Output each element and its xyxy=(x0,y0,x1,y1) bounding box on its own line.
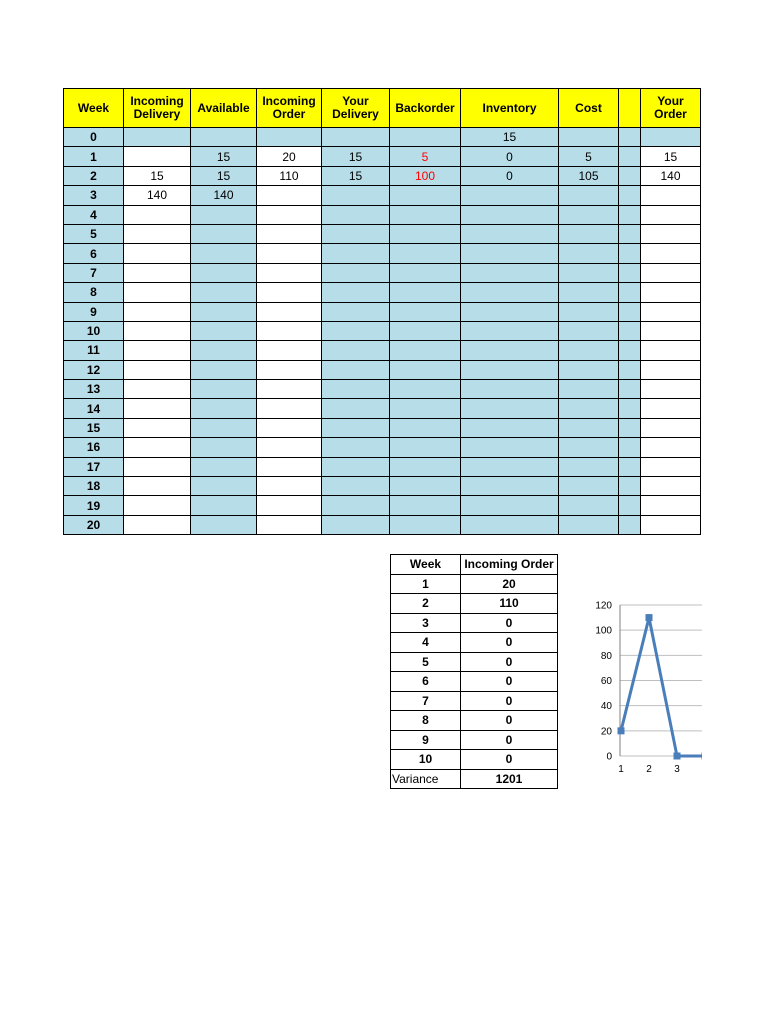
table-row xyxy=(64,360,701,379)
cell-blank xyxy=(619,224,641,243)
cell-incoming-order xyxy=(257,186,322,205)
cell-cost xyxy=(559,438,619,457)
cell-your-order xyxy=(641,302,701,321)
table-row xyxy=(64,341,701,360)
cell-incoming-order xyxy=(257,283,322,302)
header-inventory: Inventory xyxy=(461,89,559,128)
cell-incoming-order xyxy=(257,302,322,321)
header-row xyxy=(64,89,701,128)
cell-cost xyxy=(559,341,619,360)
cell-week: 16 xyxy=(64,438,124,457)
cell-your-order xyxy=(641,380,701,399)
cell-your-order xyxy=(641,477,701,496)
summary-cell-week: 8 xyxy=(391,711,461,731)
cell-week: 12 xyxy=(64,360,124,379)
summary-table-body xyxy=(391,574,558,769)
cell-cost xyxy=(559,496,619,515)
cell-available xyxy=(191,128,257,147)
x-tick-label: 1 xyxy=(618,764,624,775)
cell-incoming-delivery xyxy=(124,438,191,457)
y-tick-label: 60 xyxy=(600,676,612,687)
cell-available xyxy=(191,360,257,379)
cell-your-order xyxy=(641,321,701,340)
table-row xyxy=(64,496,701,515)
cell-incoming-order xyxy=(257,205,322,224)
cell-blank xyxy=(619,515,641,534)
table-row xyxy=(64,457,701,476)
variance-label: Variance xyxy=(391,769,461,789)
cell-available xyxy=(191,341,257,360)
table-row xyxy=(64,283,701,302)
header-week: Week xyxy=(64,89,124,128)
cell-week: 2 xyxy=(64,166,124,185)
cell-incoming-order: 110 xyxy=(257,166,322,185)
summary-header-incoming-order: Incoming Order xyxy=(461,555,558,575)
cell-inventory: 0 xyxy=(461,147,559,166)
cell-backorder xyxy=(390,205,461,224)
cell-incoming-delivery: 15 xyxy=(124,166,191,185)
cell-backorder: 100 xyxy=(390,166,461,185)
cell-backorder xyxy=(390,399,461,418)
y-tick-label: 80 xyxy=(600,650,612,662)
cell-available xyxy=(191,224,257,243)
summary-header-week: Week xyxy=(391,555,461,575)
cell-backorder xyxy=(390,186,461,205)
summary-cell-incoming-order: 0 xyxy=(461,730,558,750)
cell-your-delivery xyxy=(322,477,390,496)
data-point-marker xyxy=(702,753,703,760)
cell-blank xyxy=(619,128,641,147)
summary-cell-incoming-order: 0 xyxy=(461,691,558,711)
cell-available xyxy=(191,263,257,282)
cell-cost xyxy=(559,457,619,476)
cell-week: 1 xyxy=(64,147,124,166)
table-row xyxy=(64,302,701,321)
cell-incoming-order xyxy=(257,496,322,515)
cell-inventory xyxy=(461,205,559,224)
cell-your-order xyxy=(641,244,701,263)
cell-inventory xyxy=(461,360,559,379)
y-tick-label: 100 xyxy=(595,625,612,637)
cell-week: 6 xyxy=(64,244,124,263)
cell-blank xyxy=(619,438,641,457)
cell-incoming-order xyxy=(257,224,322,243)
cell-available: 15 xyxy=(191,166,257,185)
table-row xyxy=(64,321,701,340)
cell-incoming-delivery xyxy=(124,380,191,399)
cell-inventory: 15 xyxy=(461,128,559,147)
cell-available xyxy=(191,399,257,418)
table-row xyxy=(64,418,701,437)
incoming-order-line-chart xyxy=(580,595,702,785)
summary-row xyxy=(391,594,558,614)
summary-cell-week: 9 xyxy=(391,730,461,750)
header-blank xyxy=(619,89,641,128)
cell-incoming-order xyxy=(257,457,322,476)
cell-cost xyxy=(559,399,619,418)
cell-backorder xyxy=(390,341,461,360)
series-line xyxy=(621,618,702,756)
cell-incoming-delivery xyxy=(124,515,191,534)
cell-your-order xyxy=(641,496,701,515)
summary-row xyxy=(391,750,558,770)
cell-blank xyxy=(619,477,641,496)
cell-blank xyxy=(619,418,641,437)
cell-blank xyxy=(619,302,641,321)
cell-week: 17 xyxy=(64,457,124,476)
cell-week: 9 xyxy=(64,302,124,321)
cell-inventory xyxy=(461,418,559,437)
cell-week: 11 xyxy=(64,341,124,360)
cell-cost xyxy=(559,515,619,534)
cell-your-order xyxy=(641,341,701,360)
cell-week: 8 xyxy=(64,283,124,302)
cell-blank xyxy=(619,399,641,418)
cell-incoming-order xyxy=(257,128,322,147)
cell-cost xyxy=(559,418,619,437)
cell-incoming-delivery xyxy=(124,341,191,360)
cell-blank xyxy=(619,321,641,340)
cell-your-delivery xyxy=(322,515,390,534)
cell-incoming-order: 20 xyxy=(257,147,322,166)
cell-blank xyxy=(619,360,641,379)
summary-cell-week: 3 xyxy=(391,613,461,633)
summary-cell-week: 4 xyxy=(391,633,461,653)
summary-cell-week: 2 xyxy=(391,594,461,614)
variance-row xyxy=(391,769,558,789)
cell-available: 15 xyxy=(191,147,257,166)
summary-row xyxy=(391,711,558,731)
cell-your-order xyxy=(641,186,701,205)
cell-available: 140 xyxy=(191,186,257,205)
x-tick-label: 2 xyxy=(646,764,652,775)
data-point-marker xyxy=(674,753,681,760)
cell-inventory: 0 xyxy=(461,166,559,185)
cell-week: 14 xyxy=(64,399,124,418)
summary-row xyxy=(391,613,558,633)
cell-incoming-delivery xyxy=(124,205,191,224)
cell-blank xyxy=(619,166,641,185)
incoming-order-summary-table xyxy=(390,554,558,789)
y-tick-label: 40 xyxy=(600,701,612,713)
table-row xyxy=(64,515,701,534)
summary-cell-week: 10 xyxy=(391,750,461,770)
cell-inventory xyxy=(461,496,559,515)
cell-week: 19 xyxy=(64,496,124,515)
cell-backorder xyxy=(390,457,461,476)
summary-row xyxy=(391,574,558,594)
summary-cell-incoming-order: 0 xyxy=(461,672,558,692)
summary-header-row xyxy=(391,555,558,575)
cell-week: 20 xyxy=(64,515,124,534)
cell-blank xyxy=(619,457,641,476)
cell-your-delivery xyxy=(322,263,390,282)
cell-incoming-order xyxy=(257,477,322,496)
cell-your-order xyxy=(641,128,701,147)
summary-cell-week: 7 xyxy=(391,691,461,711)
beer-game-table xyxy=(63,88,701,535)
cell-your-order: 140 xyxy=(641,166,701,185)
cell-blank xyxy=(619,263,641,282)
cell-backorder xyxy=(390,477,461,496)
cell-cost xyxy=(559,224,619,243)
data-point-marker xyxy=(646,614,653,621)
y-tick-label: 20 xyxy=(600,726,612,738)
cell-backorder xyxy=(390,360,461,379)
cell-incoming-delivery xyxy=(124,302,191,321)
cell-available xyxy=(191,380,257,399)
summary-row xyxy=(391,691,558,711)
cell-your-delivery xyxy=(322,418,390,437)
table-row xyxy=(64,147,701,166)
cell-cost xyxy=(559,477,619,496)
cell-cost xyxy=(559,244,619,263)
cell-inventory xyxy=(461,186,559,205)
cell-week: 15 xyxy=(64,418,124,437)
cell-cost xyxy=(559,302,619,321)
summary-row xyxy=(391,633,558,653)
cell-cost xyxy=(559,205,619,224)
cell-incoming-delivery xyxy=(124,418,191,437)
cell-backorder xyxy=(390,380,461,399)
table-row xyxy=(64,380,701,399)
cell-inventory xyxy=(461,515,559,534)
cell-available xyxy=(191,283,257,302)
cell-blank xyxy=(619,380,641,399)
cell-backorder xyxy=(390,496,461,515)
cell-your-delivery xyxy=(322,438,390,457)
cell-backorder xyxy=(390,438,461,457)
cell-your-order xyxy=(641,457,701,476)
table-row xyxy=(64,166,701,185)
table-row xyxy=(64,205,701,224)
cell-blank xyxy=(619,341,641,360)
cell-backorder xyxy=(390,418,461,437)
cell-blank xyxy=(619,283,641,302)
cell-your-delivery: 15 xyxy=(322,166,390,185)
cell-cost xyxy=(559,283,619,302)
cell-cost xyxy=(559,263,619,282)
cell-your-order xyxy=(641,263,701,282)
summary-cell-week: 5 xyxy=(391,652,461,672)
table-row xyxy=(64,224,701,243)
cell-cost xyxy=(559,360,619,379)
cell-your-delivery xyxy=(322,244,390,263)
cell-inventory xyxy=(461,244,559,263)
cell-backorder xyxy=(390,224,461,243)
cell-your-order xyxy=(641,360,701,379)
cell-week: 18 xyxy=(64,477,124,496)
cell-incoming-delivery xyxy=(124,283,191,302)
cell-blank xyxy=(619,244,641,263)
cell-inventory xyxy=(461,341,559,360)
cell-available xyxy=(191,205,257,224)
summary-row xyxy=(391,652,558,672)
cell-blank xyxy=(619,205,641,224)
cell-available xyxy=(191,321,257,340)
summary-cell-incoming-order: 0 xyxy=(461,711,558,731)
cell-incoming-delivery xyxy=(124,244,191,263)
cell-inventory xyxy=(461,224,559,243)
summary-cell-incoming-order: 20 xyxy=(461,574,558,594)
cell-backorder xyxy=(390,321,461,340)
table-row xyxy=(64,263,701,282)
cell-cost: 105 xyxy=(559,166,619,185)
summary-cell-week: 6 xyxy=(391,672,461,692)
y-tick-label: 120 xyxy=(595,600,612,612)
cell-incoming-order xyxy=(257,360,322,379)
cell-blank xyxy=(619,186,641,205)
cell-blank xyxy=(619,496,641,515)
cell-your-order xyxy=(641,224,701,243)
cell-your-order xyxy=(641,399,701,418)
cell-available xyxy=(191,496,257,515)
cell-incoming-delivery xyxy=(124,477,191,496)
cell-incoming-order xyxy=(257,399,322,418)
cell-cost xyxy=(559,321,619,340)
summary-cell-incoming-order: 0 xyxy=(461,633,558,653)
cell-backorder xyxy=(390,515,461,534)
cell-your-delivery xyxy=(322,205,390,224)
main-table-body xyxy=(64,128,701,535)
cell-week: 4 xyxy=(64,205,124,224)
cell-backorder xyxy=(390,263,461,282)
summary-cell-incoming-order: 0 xyxy=(461,750,558,770)
cell-incoming-order xyxy=(257,380,322,399)
cell-incoming-order xyxy=(257,244,322,263)
cell-your-delivery: 15 xyxy=(322,147,390,166)
cell-your-delivery xyxy=(322,341,390,360)
cell-incoming-delivery xyxy=(124,128,191,147)
cell-cost xyxy=(559,128,619,147)
cell-inventory xyxy=(461,263,559,282)
cell-inventory xyxy=(461,438,559,457)
cell-your-delivery xyxy=(322,321,390,340)
cell-your-delivery xyxy=(322,399,390,418)
x-tick-label: 3 xyxy=(674,764,680,775)
cell-incoming-order xyxy=(257,321,322,340)
cell-available xyxy=(191,438,257,457)
cell-your-delivery xyxy=(322,457,390,476)
header-incoming-order: Incoming Order xyxy=(257,89,322,128)
cell-incoming-order xyxy=(257,515,322,534)
table-row xyxy=(64,244,701,263)
cell-your-order xyxy=(641,283,701,302)
cell-incoming-order xyxy=(257,418,322,437)
cell-week: 7 xyxy=(64,263,124,282)
cell-available xyxy=(191,515,257,534)
cell-your-delivery xyxy=(322,302,390,321)
cell-inventory xyxy=(461,321,559,340)
cell-your-delivery xyxy=(322,224,390,243)
header-your-delivery: Your Delivery xyxy=(322,89,390,128)
header-available: Available xyxy=(191,89,257,128)
summary-cell-incoming-order: 0 xyxy=(461,652,558,672)
y-tick-label: 0 xyxy=(606,751,612,763)
cell-backorder: 5 xyxy=(390,147,461,166)
cell-available xyxy=(191,244,257,263)
cell-week: 13 xyxy=(64,380,124,399)
cell-incoming-order xyxy=(257,341,322,360)
cell-week: 3 xyxy=(64,186,124,205)
cell-cost xyxy=(559,186,619,205)
cell-your-order xyxy=(641,438,701,457)
cell-cost: 5 xyxy=(559,147,619,166)
table-row xyxy=(64,438,701,457)
cell-incoming-delivery xyxy=(124,457,191,476)
cell-blank xyxy=(619,147,641,166)
table-row xyxy=(64,399,701,418)
cell-your-delivery xyxy=(322,360,390,379)
cell-incoming-order xyxy=(257,263,322,282)
cell-available xyxy=(191,477,257,496)
cell-backorder xyxy=(390,244,461,263)
cell-your-delivery xyxy=(322,128,390,147)
cell-incoming-order xyxy=(257,438,322,457)
cell-cost xyxy=(559,380,619,399)
cell-backorder xyxy=(390,128,461,147)
cell-inventory xyxy=(461,477,559,496)
cell-your-delivery xyxy=(322,380,390,399)
cell-week: 0 xyxy=(64,128,124,147)
variance-value: 1201 xyxy=(461,769,558,789)
header-your-order: Your Order xyxy=(641,89,701,128)
cell-incoming-delivery xyxy=(124,147,191,166)
cell-incoming-delivery xyxy=(124,321,191,340)
cell-available xyxy=(191,457,257,476)
cell-inventory xyxy=(461,457,559,476)
summary-cell-incoming-order: 110 xyxy=(461,594,558,614)
summary-row xyxy=(391,672,558,692)
cell-incoming-delivery xyxy=(124,496,191,515)
cell-your-order: 15 xyxy=(641,147,701,166)
cell-your-delivery xyxy=(322,283,390,302)
table-row xyxy=(64,186,701,205)
cell-inventory xyxy=(461,283,559,302)
cell-your-order xyxy=(641,205,701,224)
header-incoming-delivery: Incoming Delivery xyxy=(124,89,191,128)
cell-available xyxy=(191,302,257,321)
cell-inventory xyxy=(461,380,559,399)
cell-incoming-delivery xyxy=(124,263,191,282)
cell-backorder xyxy=(390,302,461,321)
cell-your-delivery xyxy=(322,496,390,515)
cell-backorder xyxy=(390,283,461,302)
summary-cell-incoming-order: 0 xyxy=(461,613,558,633)
cell-incoming-delivery xyxy=(124,224,191,243)
header-cost: Cost xyxy=(559,89,619,128)
cell-incoming-delivery: 140 xyxy=(124,186,191,205)
cell-week: 5 xyxy=(64,224,124,243)
cell-incoming-delivery xyxy=(124,399,191,418)
cell-inventory xyxy=(461,302,559,321)
header-backorder: Backorder xyxy=(390,89,461,128)
summary-cell-week: 1 xyxy=(391,574,461,594)
cell-incoming-delivery xyxy=(124,360,191,379)
table-row xyxy=(64,477,701,496)
cell-your-order xyxy=(641,418,701,437)
cell-week: 10 xyxy=(64,321,124,340)
cell-your-delivery xyxy=(322,186,390,205)
table-row xyxy=(64,128,701,147)
cell-available xyxy=(191,418,257,437)
data-point-marker xyxy=(618,727,625,734)
cell-your-order xyxy=(641,515,701,534)
summary-row xyxy=(391,730,558,750)
cell-inventory xyxy=(461,399,559,418)
